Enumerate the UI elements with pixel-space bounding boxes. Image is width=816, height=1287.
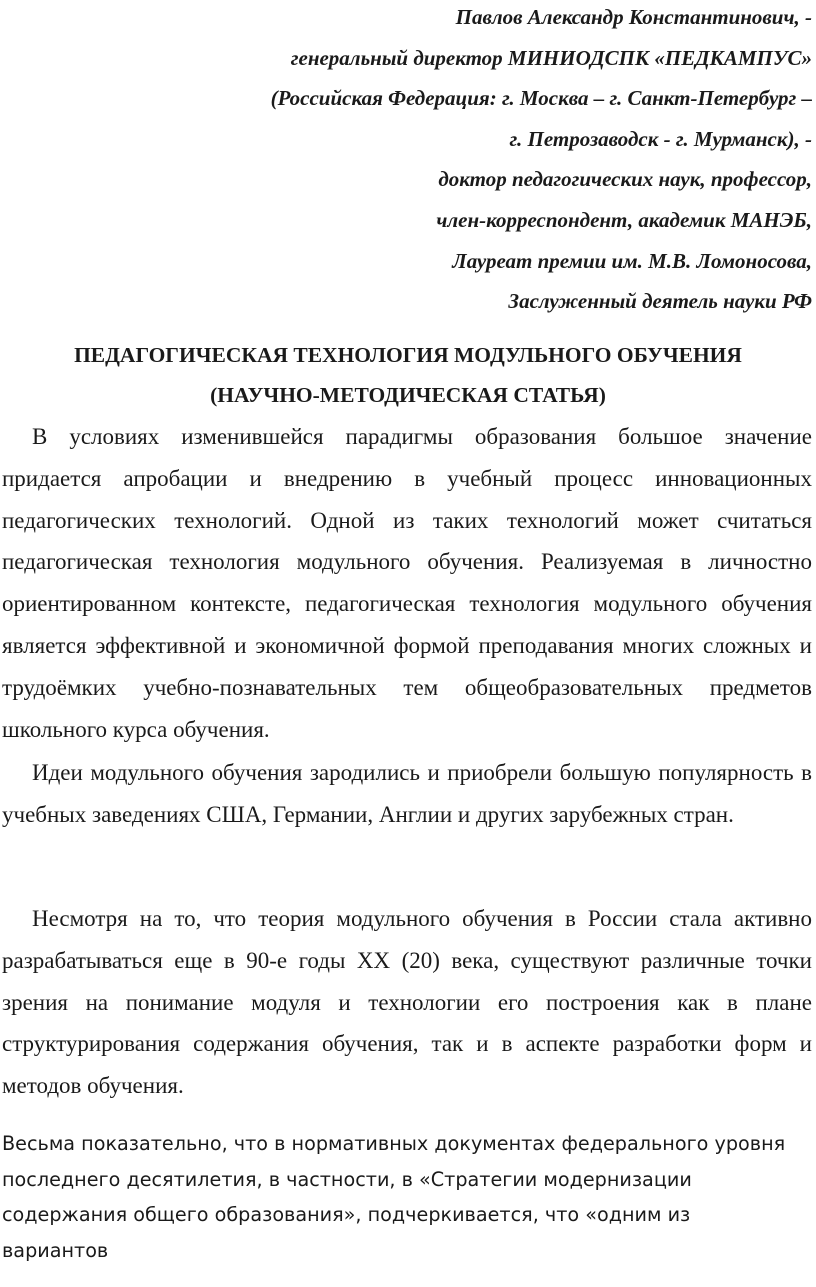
paragraph: В условиях изменившейся парадигмы образования большое значение придается апробации и внедрению в учебный процесс инновационных педагогических технологий. Одной из таких технологий может считаться педагогическая технология модульного обучения. Реализуемая в личностно ориентированном контексте, педагогическая технология модульного обучения является эффективной и экономичной формой преподавания многих сложных и трудоёмких учебно-познавательных тем общеобразовательных предметов школьного курса обучения. xyxy=(2,424,812,742)
title-line: ПЕДАГОГИЧЕСКАЯ ТЕХНОЛОГИЯ МОДУЛЬНОГО ОБУЧЕНИЯ xyxy=(74,343,742,367)
author-line: Лауреат премии им. М.В. Ломоносова, xyxy=(452,248,812,273)
author-line: (Российская Федерация: г. Москва – г. Санкт-Петербург – xyxy=(270,86,812,111)
subtitle-line: (НАУЧНО-МЕТОДИЧЕСКАЯ СТАТЬЯ) xyxy=(210,383,606,407)
paragraph: Идеи модульного обучения зародились и приобрели большую популярность в учебных заведениях США, Германии, Англии и других зарубежных стран. xyxy=(2,760,812,827)
author-line: генеральный директор МИНИОДСПК «ПЕДКАМПУС» xyxy=(290,45,812,70)
paragraph: Несмотря на то, что теория модульного обучения в России стала активно разрабатываться еще в 90-е годы ХХ (20) века, существуют различные точки зрения на понимание модуля и технологии его построения как в плане структурирования содержания обучения, так и в аспекте разработки форм и методов обучения. xyxy=(2,906,812,1099)
author-line: Заслуженный деятель науки РФ xyxy=(508,289,812,314)
article-title xyxy=(0,340,816,420)
author-line: доктор педагогических наук, профессор, xyxy=(438,167,812,192)
author-line: г. Петрозаводск - г. Мурманск), - xyxy=(509,126,812,151)
author-line: член-корреспондент, академик МАНЭБ, xyxy=(436,207,812,232)
author-line: Павлов Александр Константинович, - xyxy=(455,5,812,29)
paragraph-sans: Весьма показательно, что в нормативных документах федерального уровня последнего десятилетия, в частности, в «Стратегии модернизации содержания общего образования», подчеркивается, что «одним из вариантов xyxy=(2,1132,786,1262)
author-info xyxy=(52,2,812,327)
